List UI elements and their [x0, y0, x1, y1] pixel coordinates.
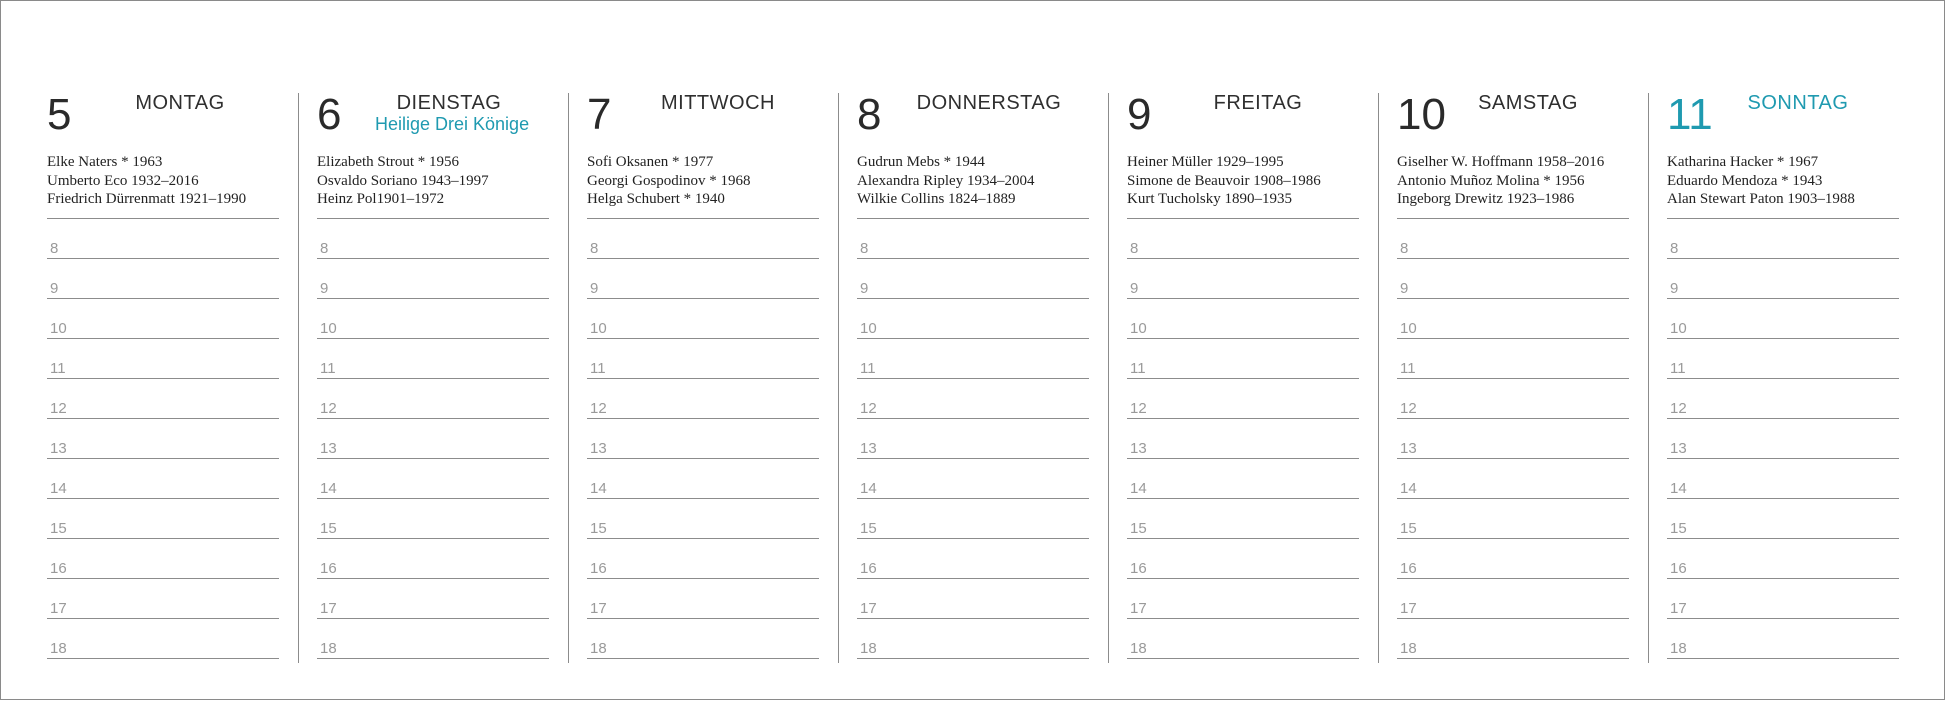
- hour-line: [47, 378, 279, 379]
- birthday-entry: Kurt Tucholsky 1890–1935: [1127, 191, 1293, 207]
- hour-line: [857, 418, 1089, 419]
- hour-line: [317, 658, 549, 659]
- hour-line: [317, 458, 549, 459]
- birthday-entry: Antonio Muñoz Molina * 1956: [1397, 172, 1585, 189]
- birthday-entry: Ingeborg Drewitz 1923–1986: [1397, 191, 1575, 207]
- day-number: 11: [1667, 90, 1713, 139]
- hour-line: [857, 338, 1089, 339]
- birthday-entry: Eduardo Mendoza * 1943: [1667, 172, 1823, 189]
- hour-line: [1127, 418, 1359, 419]
- hour-slot-12[interactable]: 12: [320, 400, 337, 417]
- hour-slot-17[interactable]: 17: [50, 600, 67, 617]
- hour-slot-9[interactable]: 9: [1400, 280, 1409, 297]
- day-name: MITTWOCH: [661, 92, 775, 114]
- hour-line: [1667, 618, 1899, 619]
- hour-line: [47, 458, 279, 459]
- hour-slot-16[interactable]: 16: [50, 560, 67, 577]
- hour-line: [317, 298, 549, 299]
- holiday-label: Heilige Drei Könige: [375, 114, 530, 134]
- day-name: FREITAG: [1213, 92, 1303, 114]
- hour-slot-13[interactable]: 13: [320, 440, 337, 457]
- day-separator: [1648, 93, 1649, 663]
- hour-line: [1127, 338, 1359, 339]
- hour-line: [317, 258, 549, 259]
- birthday-entry: Umberto Eco 1932–2016: [47, 172, 199, 189]
- hour-line: [1667, 218, 1899, 219]
- day-separator: [1378, 93, 1379, 663]
- hour-slot-12[interactable]: 12: [50, 400, 67, 417]
- hour-line: [1397, 458, 1629, 459]
- hour-slot-17[interactable]: 17: [1130, 600, 1147, 617]
- hour-slot-11[interactable]: 11: [860, 360, 876, 377]
- hour-line: [47, 218, 279, 219]
- hour-slot-12[interactable]: 12: [590, 400, 607, 417]
- hour-line: [47, 538, 279, 539]
- hour-slot-18[interactable]: 18: [860, 640, 877, 657]
- day-name: SONNTAG: [1747, 92, 1849, 114]
- birthday-entry: Simone de Beauvoir 1908–1986: [1127, 172, 1321, 189]
- hour-line: [47, 418, 279, 419]
- hour-line: [1397, 378, 1629, 379]
- hour-line: [857, 498, 1089, 499]
- day-number: 5: [47, 90, 72, 139]
- hour-slot-8[interactable]: 8: [1400, 240, 1409, 257]
- hour-line: [1667, 658, 1899, 659]
- hour-slot-11[interactable]: 11: [590, 360, 606, 377]
- birthday-entry: Elizabeth Strout * 1956: [317, 154, 460, 170]
- hour-line: [857, 458, 1089, 459]
- hour-line: [587, 538, 819, 539]
- birthday-entry: Heinz Pol1901–1972: [317, 191, 445, 207]
- hour-line: [1397, 218, 1629, 219]
- hour-slot-16[interactable]: 16: [320, 560, 337, 577]
- hour-slot-10[interactable]: 10: [860, 320, 877, 337]
- hour-slot-11[interactable]: 11: [320, 360, 336, 377]
- birthday-entry: Alexandra Ripley 1934–2004: [857, 172, 1035, 189]
- hour-line: [317, 338, 549, 339]
- day-separator: [838, 93, 839, 663]
- hour-line: [1667, 578, 1899, 579]
- hour-line: [1127, 258, 1359, 259]
- hour-slot-8[interactable]: 8: [1670, 240, 1679, 257]
- day-separator: [1108, 93, 1109, 663]
- hour-line: [857, 378, 1089, 379]
- hour-slot-9[interactable]: 9: [590, 280, 599, 297]
- hour-slot-14[interactable]: 14: [860, 480, 877, 497]
- hour-slot-10[interactable]: 10: [1130, 320, 1147, 337]
- hour-line: [587, 298, 819, 299]
- hour-slot-17[interactable]: 17: [1670, 600, 1687, 617]
- hour-slot-18[interactable]: 18: [1400, 640, 1417, 657]
- hour-slot-13[interactable]: 13: [590, 440, 607, 457]
- day-number: 6: [317, 90, 342, 139]
- hour-slot-8[interactable]: 8: [590, 240, 599, 257]
- hour-line: [47, 498, 279, 499]
- hour-line: [1667, 298, 1899, 299]
- hour-slot-9[interactable]: 9: [1670, 280, 1679, 297]
- hour-line: [47, 338, 279, 339]
- hour-slot-10[interactable]: 10: [1400, 320, 1417, 337]
- hour-slot-14[interactable]: 14: [1130, 480, 1147, 497]
- birthday-entry: Katharina Hacker * 1967: [1667, 154, 1819, 170]
- hour-line: [587, 618, 819, 619]
- hour-line: [1127, 458, 1359, 459]
- hour-slot-11[interactable]: 11: [50, 360, 66, 377]
- hour-slot-17[interactable]: 17: [590, 600, 607, 617]
- day-column-dienstag: [317, 90, 549, 665]
- hour-line: [1397, 418, 1629, 419]
- hour-slot-15[interactable]: 15: [590, 520, 607, 537]
- hour-slot-15[interactable]: 15: [320, 520, 337, 537]
- hour-slot-16[interactable]: 16: [590, 560, 607, 577]
- hour-slot-13[interactable]: 13: [860, 440, 877, 457]
- hour-line: [47, 258, 279, 259]
- hour-line: [587, 418, 819, 419]
- hour-slot-9[interactable]: 9: [320, 280, 329, 297]
- day-column-samstag: [1397, 90, 1629, 665]
- hour-slot-15[interactable]: 15: [860, 520, 877, 537]
- birthdays-list: [47, 153, 279, 213]
- hour-line: [317, 578, 549, 579]
- hour-line: [47, 298, 279, 299]
- hour-slot-16[interactable]: 16: [860, 560, 877, 577]
- day-number: 8: [857, 90, 882, 139]
- hour-line: [1127, 618, 1359, 619]
- hour-line: [1127, 218, 1359, 219]
- birthday-entry: Giselher W. Hoffmann 1958–2016: [1397, 154, 1605, 170]
- hour-line: [1397, 258, 1629, 259]
- hour-line: [1127, 578, 1359, 579]
- hour-line: [857, 258, 1089, 259]
- hour-slot-8[interactable]: 8: [50, 240, 59, 257]
- hour-line: [1397, 538, 1629, 539]
- birthdays-list: [1127, 153, 1359, 213]
- day-column-montag: [47, 90, 279, 665]
- day-name: SAMSTAG: [1478, 92, 1578, 114]
- hour-line: [317, 418, 549, 419]
- hour-slot-13[interactable]: 13: [50, 440, 67, 457]
- hour-line: [1397, 658, 1629, 659]
- hour-line: [1127, 538, 1359, 539]
- hour-line: [1397, 298, 1629, 299]
- birthday-entry: Georgi Gospodinov * 1968: [587, 172, 751, 189]
- hour-line: [1667, 338, 1899, 339]
- day-name: MONTAG: [135, 92, 225, 114]
- birthday-entry: Osvaldo Soriano 1943–1997: [317, 172, 489, 189]
- hour-line: [1397, 618, 1629, 619]
- hour-slot-16[interactable]: 16: [1400, 560, 1417, 577]
- hour-slot-16[interactable]: 16: [1670, 560, 1687, 577]
- hour-slot-15[interactable]: 15: [1670, 520, 1687, 537]
- hour-line: [1127, 498, 1359, 499]
- hour-line: [317, 538, 549, 539]
- day-number: 10: [1397, 90, 1446, 139]
- hour-line: [1397, 498, 1629, 499]
- hour-line: [587, 498, 819, 499]
- hour-slot-11[interactable]: 11: [1130, 360, 1146, 377]
- day-column-mittwoch: [587, 90, 819, 665]
- hour-line: [317, 498, 549, 499]
- hour-slot-13[interactable]: 13: [1130, 440, 1147, 457]
- hour-slot-10[interactable]: 10: [1670, 320, 1687, 337]
- hour-slot-18[interactable]: 18: [1670, 640, 1687, 657]
- week-view: [1, 1, 1945, 701]
- hour-slot-18[interactable]: 18: [320, 640, 337, 657]
- hour-slot-8[interactable]: 8: [860, 240, 869, 257]
- hour-slot-14[interactable]: 14: [1400, 480, 1417, 497]
- birthdays-list: [1397, 153, 1629, 213]
- hour-line: [1397, 578, 1629, 579]
- day-separator: [568, 93, 569, 663]
- hour-slot-10[interactable]: 10: [320, 320, 337, 337]
- hour-slot-14[interactable]: 14: [590, 480, 607, 497]
- hour-line: [1127, 298, 1359, 299]
- hour-line: [587, 658, 819, 659]
- birthday-entry: Helga Schubert * 1940: [587, 191, 725, 207]
- hour-line: [317, 618, 549, 619]
- day-column-sonntag: [1667, 90, 1899, 665]
- hour-line: [587, 218, 819, 219]
- hour-slot-17[interactable]: 17: [320, 600, 337, 617]
- hour-slot-14[interactable]: 14: [1670, 480, 1687, 497]
- hour-line: [1667, 538, 1899, 539]
- birthday-entry: Wilkie Collins 1824–1889: [857, 191, 1016, 207]
- day-name: DIENSTAG: [396, 92, 502, 114]
- hour-slot-13[interactable]: 13: [1400, 440, 1417, 457]
- day-number: 7: [587, 90, 612, 139]
- hour-slot-9[interactable]: 9: [1130, 280, 1139, 297]
- hour-line: [47, 618, 279, 619]
- hour-slot-15[interactable]: 15: [1130, 520, 1147, 537]
- hour-line: [587, 458, 819, 459]
- hour-line: [857, 658, 1089, 659]
- hour-line: [857, 218, 1089, 219]
- birthday-entry: Heiner Müller 1929–1995: [1127, 154, 1284, 170]
- hour-slot-18[interactable]: 18: [1130, 640, 1147, 657]
- hour-slot-13[interactable]: 13: [1670, 440, 1687, 457]
- hour-slot-15[interactable]: 15: [50, 520, 67, 537]
- birthdays-list: [857, 153, 1089, 213]
- hour-slot-15[interactable]: 15: [1400, 520, 1417, 537]
- hour-slot-14[interactable]: 14: [50, 480, 67, 497]
- hour-line: [587, 258, 819, 259]
- hour-slot-12[interactable]: 12: [1670, 400, 1687, 417]
- hour-slot-8[interactable]: 8: [1130, 240, 1139, 257]
- hour-line: [47, 658, 279, 659]
- birthdays-list: [587, 153, 819, 213]
- hour-slot-17[interactable]: 17: [1400, 600, 1417, 617]
- hour-slot-9[interactable]: 9: [860, 280, 869, 297]
- birthday-entry: Gudrun Mebs * 1944: [857, 154, 985, 170]
- hour-line: [1667, 498, 1899, 499]
- hour-line: [1667, 458, 1899, 459]
- hour-line: [317, 378, 549, 379]
- hour-slot-10[interactable]: 10: [590, 320, 607, 337]
- hour-line: [857, 618, 1089, 619]
- hour-slot-11[interactable]: 11: [1670, 360, 1686, 377]
- day-column-freitag: [1127, 90, 1359, 665]
- birthday-entry: Sofi Oksanen * 1977: [587, 154, 714, 170]
- hour-line: [857, 578, 1089, 579]
- day-separator: [298, 93, 299, 663]
- birthdays-list: [317, 153, 549, 213]
- hour-slot-12[interactable]: 12: [860, 400, 877, 417]
- hour-line: [1667, 258, 1899, 259]
- hour-line: [1127, 658, 1359, 659]
- birthday-entry: Friedrich Dürrenmatt 1921–1990: [47, 191, 247, 207]
- day-number: 9: [1127, 90, 1152, 139]
- hour-line: [1667, 418, 1899, 419]
- hour-slot-16[interactable]: 16: [1130, 560, 1147, 577]
- hour-line: [857, 298, 1089, 299]
- hour-line: [587, 338, 819, 339]
- hour-slot-18[interactable]: 18: [590, 640, 607, 657]
- hour-line: [317, 218, 549, 219]
- hour-line: [1667, 378, 1899, 379]
- hour-slot-11[interactable]: 11: [1400, 360, 1416, 377]
- hour-slot-8[interactable]: 8: [320, 240, 329, 257]
- hour-slot-14[interactable]: 14: [320, 480, 337, 497]
- hour-line: [1127, 378, 1359, 379]
- day-column-donnerstag: [857, 90, 1089, 665]
- hour-slot-18[interactable]: 18: [50, 640, 67, 657]
- hour-slot-17[interactable]: 17: [860, 600, 877, 617]
- birthday-entry: Elke Naters * 1963: [47, 154, 163, 170]
- hour-line: [857, 538, 1089, 539]
- hour-line: [587, 578, 819, 579]
- hour-slot-10[interactable]: 10: [50, 320, 67, 337]
- hour-line: [1397, 338, 1629, 339]
- hour-slot-12[interactable]: 12: [1400, 400, 1417, 417]
- hour-slot-9[interactable]: 9: [50, 280, 59, 297]
- hour-line: [47, 578, 279, 579]
- hour-slot-12[interactable]: 12: [1130, 400, 1147, 417]
- birthday-entry: Alan Stewart Paton 1903–1988: [1667, 191, 1855, 207]
- birthdays-list: [1667, 153, 1899, 213]
- day-name: DONNERSTAG: [916, 92, 1062, 114]
- hour-line: [587, 378, 819, 379]
